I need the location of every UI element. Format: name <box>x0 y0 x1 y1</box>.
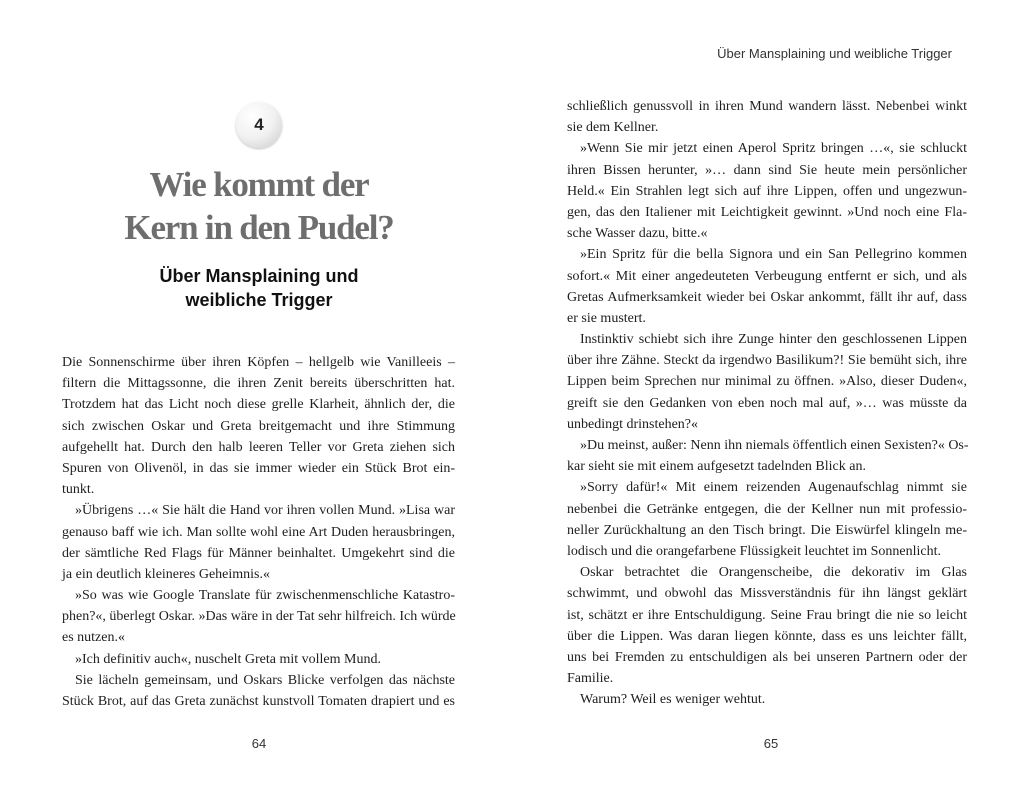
chapter-number: 4 <box>254 115 264 134</box>
text-line: ihren Bissen herunter, »… dann sind Sie heute mein persönlicher <box>567 162 967 178</box>
text-line: »Wenn Sie mir jetzt einen Aperol Spritz bringen …«, sie schluckt <box>580 141 967 157</box>
text-line: Die Sonnenschirme über ihren Köpfen – hellgelb wie Vanilleeis – <box>62 355 455 370</box>
text-line: »Du meinst, außer: Nenn ihn niemals öffentlich einen Sexisten?« Os- <box>580 438 969 453</box>
text-line: Instinktiv schiebt sich ihre Zunge hinter den geschlossenen Lippen <box>580 332 967 348</box>
chapter-title-line: Kern in den Pudel? <box>124 208 394 247</box>
text-line: greift sie den Gedanken von eben noch mal auf, »… was müsste da <box>567 395 967 411</box>
text-line: sche Wasser dazu, bitte.« <box>567 226 708 242</box>
text-line: aufgehellt hat. Durch den halb leeren Teller vor Greta ziehen sich <box>62 439 455 455</box>
text-line: kar sieht sie mit einem aufgesetzt tadelnden Blick an. <box>567 459 866 475</box>
text-line: Trotzdem hat das Licht noch diese grelle Klarheit, ähnlich der, die <box>62 397 455 413</box>
text-line: nebenbei die Getränke entgegen, die der Kellner nun mit professio- <box>567 501 967 517</box>
text-line: tunkt. <box>62 482 95 498</box>
text-line: er sie mustert. <box>567 310 646 326</box>
chapter-subtitle-line: weibliche Trigger <box>185 290 333 310</box>
text-line: uns bei Fremden zu entschuldigen als bei unseren Partnern oder der <box>567 649 967 665</box>
text-line: schließlich genussvoll in ihren Mund wandern lässt. Nebenbei winkt <box>567 99 967 114</box>
text-line: Held.« Ein Strahlen legt sich auf ihre Lippen, offen und ungezwun- <box>567 183 967 199</box>
text-line: neller Zurückhaltung an den Tisch bringt. Die Eiswürfel klingeln me- <box>567 522 967 538</box>
text-line: über die Lippen. Was daran liegen könnte, dass es uns leichter fällt, <box>567 628 967 644</box>
text-line: sich zwischen Oskar und Greta breitgemacht und ihre Stimmung <box>62 418 455 434</box>
chapter-title-line: Wie kommt der <box>149 165 369 204</box>
text-line: »Sorry dafür!« Mit einem reizenden Augenaufschlag nimmt sie <box>580 480 967 496</box>
text-line: Sie lächeln gemeinsam, und Oskars Blicke verfolgen das nächste <box>75 672 455 688</box>
right-page-body-text <box>567 96 967 710</box>
chapter-number-badge <box>236 102 282 148</box>
text-line: Gretas Aufmerksamkeit wieder bei Oskar ankommt, fällt ihr auf, dass <box>567 289 967 305</box>
text-line: Oskar betrachtet die Orangenscheibe, die dekorativ im Glas <box>580 565 967 581</box>
text-line: genauso baff wie ich. Man sollte wohl eine Art Duden herausbringen, <box>62 524 455 540</box>
text-line: filtern die Mittagssonne, die ihren Zenit bereits überschritten hat. <box>62 376 455 392</box>
running-header: Über Mansplaining und weibliche Trigger <box>717 46 952 61</box>
text-line: der sämtliche Red Flags für Männer beinhaltet. Umgekehrt sind die <box>62 545 455 561</box>
text-line: ja ein deutlich kleineres Geheimnis.« <box>62 566 270 582</box>
text-line: Lippen beim Sprechen nur minimal zu öffnen. »Also, dieser Duden«, <box>567 374 967 390</box>
text-line: »Ein Spritz für die bella Signora und ein San Pellegrino kommen <box>580 247 967 263</box>
text-line: »Ich definitiv auch«, nuschelt Greta mit vollem Mund. <box>75 651 381 667</box>
text-line: »So was wie Google Translate für zwischenmenschliche Katastro- <box>75 588 455 604</box>
text-line: Spuren von Olivenöl, in das sie immer wieder ein Stück Brot ein- <box>62 460 455 476</box>
text-line: unbedingt drinstehen?« <box>567 416 699 432</box>
chapter-subtitle-line: Über Mansplaining und <box>159 266 359 286</box>
page-number: 65 <box>763 736 779 751</box>
text-line: lodisch und die orangefarbene Flüssigkeit leuchtet im Sonnenlicht. <box>567 543 942 559</box>
text-line: Stück Brot, auf das Greta zunächst kunstvoll Tomaten drapiert und es <box>62 694 455 709</box>
text-line: sie dem Kellner. <box>567 120 659 136</box>
text-line: sofort.« Mit einer angedeuteten Verbeugung entfernt er sich, und als <box>567 268 967 284</box>
text-line: Familie. <box>567 671 614 687</box>
chapter-subtitle <box>60 264 458 312</box>
text-line: schwimmt, und obwohl das Missverständnis für ihn längst geklärt <box>567 586 967 602</box>
left-page-body-text <box>62 352 455 712</box>
text-line: Warum? Weil es weniger wehtut. <box>580 692 766 708</box>
text-line: gen, das den Italiener mit Leichtigkeit gewinnt. »Und noch eine Fla- <box>567 204 967 220</box>
page-number: 64 <box>251 736 267 751</box>
right-page <box>510 0 1020 793</box>
text-line: »Übrigens …« Sie hält die Hand vor ihren vollen Mund. »Lisa war <box>75 503 455 519</box>
text-line: ist, schätzt er ihre Entschuldigung. Seine Frau bringt die nie so leicht <box>567 607 967 623</box>
text-line: es nutzen.« <box>62 630 125 646</box>
text-line: phen?«, überlegt Oskar. »Das wäre in der Tat sehr hilfreich. Ich würde <box>62 609 456 625</box>
text-line: über ihre Zähne. Steckt da irgendwo Basilikum?! Sie bemüht sich, ihre <box>567 353 967 369</box>
chapter-title <box>60 163 458 249</box>
